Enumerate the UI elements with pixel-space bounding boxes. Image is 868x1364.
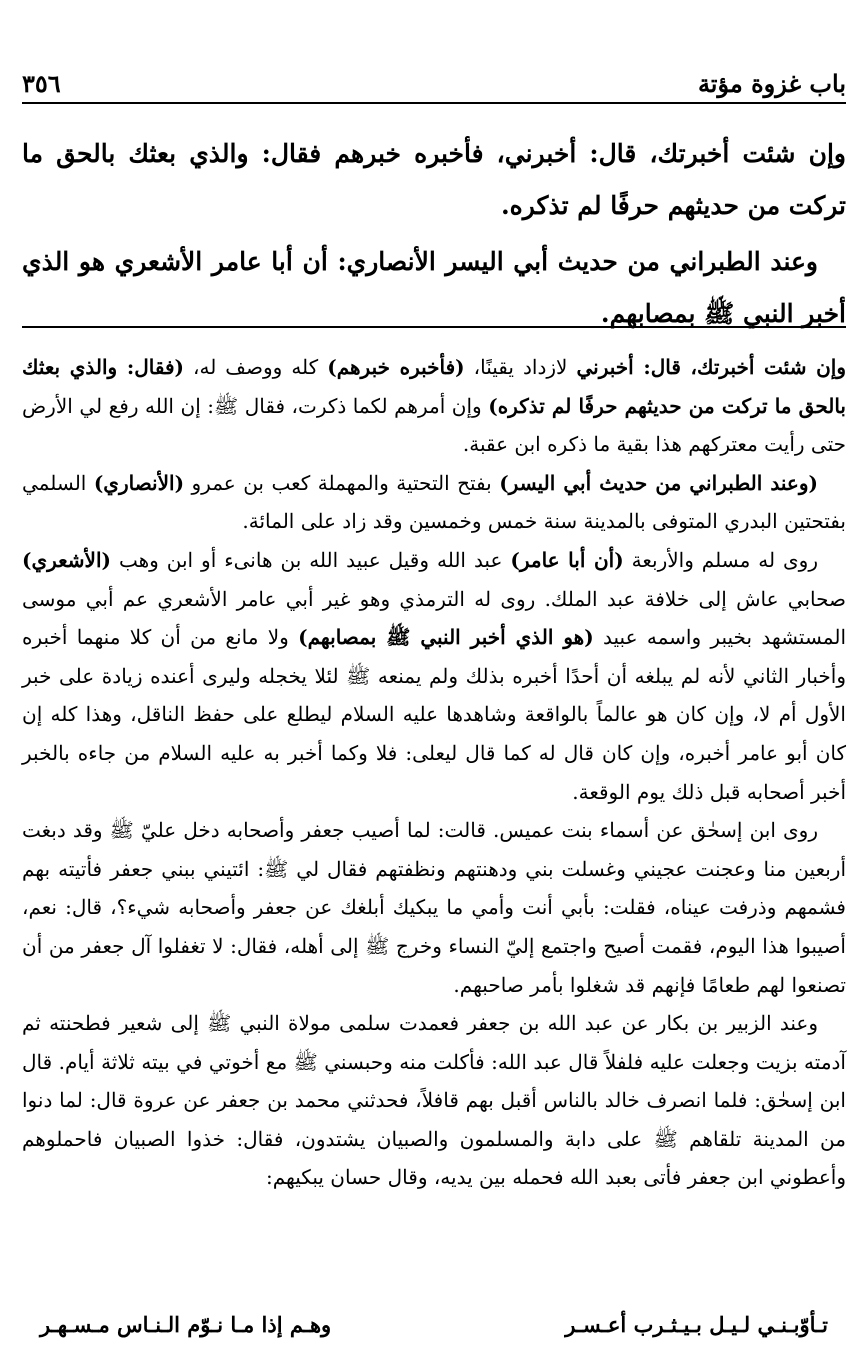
main-text: [22, 128, 846, 344]
segment: (الأشعري): [22, 547, 111, 572]
segment: (فأخبره خبرهم): [327, 355, 465, 379]
segment: وإن أمرهم لكما ذكرت، فقال ﷺ: إن الله رفع لي الأرض حتى رأيت معتركهم هذا بقية ما ذكره ابن عقبة.: [22, 393, 846, 457]
segment: (أن أبا عامر): [510, 547, 624, 572]
segment: السلمي بفتحتين البدري المتوفى بالمدينة سنة خمس وخمسين وقد زاد على المائة.: [22, 470, 846, 534]
page-number: ٣٥٦: [22, 69, 61, 98]
commentary: [22, 348, 846, 1197]
poem-hemistich-1: تـأوّبـنـي لـيـل بـيـثـرب أعـسـر: [565, 1311, 828, 1337]
commentary-paragraph-1: [22, 348, 846, 464]
page-header: [22, 58, 846, 104]
segment: ولا مانع من أن كلا منهما أخبره وأخبار الثاني لأنه لم يبلغه أن أحدًا أخبره بذلك ولم يمنعه ﷺ لئلا يخجله وليرى أعنده زيادة على خبر الأول أم لا، وإن كان هو عالماً بالواقعة وشاهدها عليه السلام ليطلع على حفظ الناقل، وهذا كله إن كان أبو عامر أخبره، وإن كان قال له كما قال ليعلى: فلا وكما أخبر به عليه السلام من جاءه بالخبر أخبر أصحابه قبل ذلك يوم الوقعة.: [22, 625, 846, 804]
segment: (هو الذي أخبر النبي ﷺ بمصابهم): [298, 625, 594, 650]
segment: بفتح التحتية والمهملة كعب بن عمرو: [184, 470, 500, 495]
segment: روى له مسلم والأربعة: [623, 547, 818, 572]
segment: لازداد يقينًا،: [464, 355, 577, 379]
commentary-paragraph-2: [22, 464, 846, 541]
poem-hemistich-2: وهـم إذا مـا نـوّم الـنـاس مـسـهـر: [40, 1311, 332, 1337]
commentary-paragraph-3: [22, 541, 846, 811]
segment: وإن شئت أخبرتك، قال: أخبرني: [576, 355, 847, 379]
segment: (وعند الطبراني من حديث أبي اليسر): [499, 470, 818, 495]
segment: (الأنصاري): [93, 470, 185, 495]
main-text-paragraph-1: وإن شئت أخبرتك، قال: أخبرني، فأخبره خبرهم فقال: والذي بعثك بالحق ما تركت من حديثهم حرفًا لم تذكره.: [22, 139, 846, 220]
main-text-paragraph-2: وعند الطبراني من حديث أبي اليسر الأنصاري: أن أبا عامر الأشعري هو الذي أخبر النبي ﷺ بمصابهم.: [22, 247, 846, 328]
segment: عبد الله وقيل عبيد الله بن هانىء أو ابن وهب: [110, 547, 511, 572]
segment: صحابي عاش إلى خلافة عبد الملك. روى له الترمذي وهو غير أبي عامر الأشعري عم أبي موسى المستشهد بخيبر واسمه عبيد: [22, 586, 847, 650]
chapter-title: باب غزوة مؤتة: [697, 69, 846, 98]
commentary-paragraph-4: روى ابن إسحٰق عن أسماء بنت عميس. قالت: لما أصيب جعفر وأصحابه دخل عليّ ﷺ وقد دبغت أربعين منا وعجنت عجيني وغسلت بني ودهنتهم ونظفتهم فقال لي ﷺ: ائتيني ببني جعفر فأتيته بهم فشمهم وذرفت عيناه، فقلت: بأبي أنت وأمي ما يبكيك أبلغك عن جعفر وأصحابه شيء؟، قال: نعم، أصيبوا هذا اليوم، فقمت أصيح واجتمع إليّ النساء وخرج ﷺ إلى أهله، فقال: لا تغفلوا آل جعفر من أن تصنعوا لهم طعامًا فإنهم قد شغلوا بأمر صاحبهم.: [22, 818, 846, 997]
commentary-paragraph-5: وعند الزبير بن بكار عن عبد الله بن جعفر فعمدت سلمى مولاة النبي ﷺ إلى شعير فطحنته ثم آدمته بزيت وجعلت عليه فلفلاً قال عبد الله: فأكلت منه وحبسني ﷺ مع أخوتي في بيته ثلاثة أيام. قال ابن إسحٰق: فلما انصرف خالد بالناس أقبل بهم قافلاً، فحدثني محمد بن جعفر عن عروة قال: لما دنوا من المدينة تلقاهم ﷺ على دابة والمسلمون والصبيان يشتدون، فقال: خذوا الصبيان فاحملوهم وأعطوني ابن جعفر فأتى بعبد الله فحمله بين يديه، وقال حسان يبكيهم:: [22, 1011, 846, 1190]
separator-line: [22, 326, 846, 328]
poem-verse: [40, 1302, 828, 1346]
segment: (فقال: والذي بعثك بالحق ما تركت من حديثهم حرفًا لم تذكره): [22, 355, 846, 418]
segment: كله ووصف له،: [183, 355, 328, 379]
